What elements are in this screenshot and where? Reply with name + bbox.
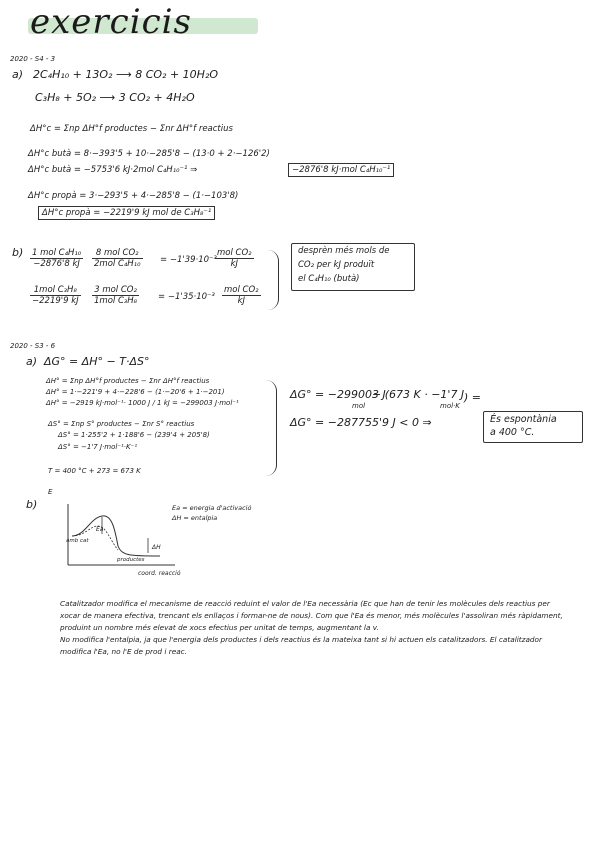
dg-ts-term: − (673 K · −1'7 J [372,388,465,401]
fraction-num: 1mol C₃H₈ [30,285,81,296]
catalyst-explanation-1: Catalitzador modifica el mecanisme de reacció reduint el valor de l'Ea necessària (Ec que han de tenir les molècules dels reactius per xocar de manera efectiva, trencant els enllaços i formar-ne de nous). Com que l'Ea és menor, més molècules l'assoliran més ràpidament, produint un nombre més elevat de xocs efectius per unitat de temps, augmentant la v. [60,599,563,632]
dg-line-2: ΔG° = −287755'9 J < 0 ⇒ [290,416,432,429]
fraction-den: kJ [230,259,238,269]
propane-co2-value: = −1'35·10⁻³ [158,292,215,302]
curve-without-catalyst [72,516,160,556]
fraction-butane-energy [30,248,83,269]
legend-dh: ΔH = entalpia [172,514,218,522]
page-title: exercicis [30,2,192,42]
butane-calculation: ΔH°c butà = 8·−393'5 + 10·−285'8 − (13·0 + 2·−126'2) [28,149,270,159]
fraction-den: 2mol C₄H₁₀ [94,259,141,269]
reaction-butane: 2C₄H₁₀ + 13O₂ ⟶ 8 CO₂ + 10H₂O [33,68,219,81]
butane-co2-unit [215,248,254,269]
graph-dh-label: ΔH [152,544,161,551]
dh-calculation: ΔH° = 1·−221'9 + 4·−228'6 − (1·−20'6 + 1·−201) [46,388,225,396]
fraction-propane-co2 [92,285,139,306]
conclusion-line-2: CO₂ per kJ produït [298,260,375,270]
ds-result: ΔS° = −1'7 J·mol⁻¹·K⁻¹ [58,443,138,451]
fraction-num: 1 mol C₄H₁₀ [32,248,82,258]
fraction-butane-co2 [92,248,143,269]
ds-formula: ΔS° = Σnp S° productes − Σnr S° reactius [48,420,195,428]
fraction-den: −2876'8 kJ [33,259,80,269]
dh-result: ΔH° = −2919 kJ·mol⁻¹· 1000 J / 1 kJ = −299003 J·mol⁻¹ [46,399,239,407]
fraction-propane-energy [30,285,81,306]
butane-result: ΔH°c butà = −5753'6 kJ·2mol C₄H₁₀⁻¹ ⇒ [28,165,198,175]
fraction-den: 1mol C₃H₈ [94,296,138,306]
temperature: T = 400 °C + 273 = 673 K [48,467,141,475]
dg-unit-mol: mol [352,402,366,410]
dg-unit-molk: mol·K [440,402,460,410]
part-a-label-1: a) [12,68,24,81]
propane-co2-unit [222,285,261,306]
enthalpy-formula: ΔH°c = Σnp ΔH°f productes − Σnr ΔH°f reactius [30,124,233,134]
gibbs-equation: ΔG° = ΔH° − T·ΔS° [44,355,150,368]
butane-final-result: −2876'8 kJ·mol C₄H₁₀⁻¹ [288,163,394,177]
ds-calculation: ΔS° = 1·255'2 + 1·188'6 − (239'4 + 205'8) [58,431,210,439]
graph-products-label: productes [117,557,145,563]
spontaneity-line-2: a 400 °C. [490,427,535,438]
exercise-ref-1: 2020 - S4 - 3 [10,55,56,63]
part-b-label-1: b) [12,246,24,259]
fraction-num: mol CO₂ [224,285,259,295]
fraction-num: 8 mol CO₂ [92,248,143,259]
part-b-label-2: b) [26,498,38,511]
dg-equals: ) = [464,391,482,404]
dg-value: ΔG° = −299003 J [290,388,386,401]
graph-amb-cat-label: amb cat [66,538,89,544]
dh-formula: ΔH° = Σnp ΔH°f productes − Σnr ΔH°f reactius [46,377,210,385]
fraction-den: −2219'9 kJ [32,296,79,306]
conclusion-line-1: desprèn més mols de [298,246,390,256]
fraction-num: mol CO₂ [217,248,252,258]
brace-part-a [266,380,277,476]
graph-y-label: E [48,488,53,496]
butane-co2-value: = −1'39·10⁻³ [160,255,217,265]
part-a-label-2: a) [26,355,38,368]
graph-x-label: coord. reacció [138,570,181,577]
reaction-propane: C₃H₈ + 5O₂ ⟶ 3 CO₂ + 4H₂O [35,91,195,104]
legend-ea: Ea = energia d'activació [172,504,252,512]
brace-part-b [268,250,279,310]
fraction-num: 3 mol CO₂ [92,285,139,296]
propane-calculation: ΔH°c propà = 3·−293'5 + 4·−285'8 − (1·−103'8) [28,191,239,201]
fraction-den: kJ [237,296,245,306]
exercise-ref-2: 2020 - S3 - 6 [10,342,56,350]
catalyst-explanation-2: No modifica l'entalpia, ja que l'energia dels productes i dels reactius és la mateixa tant si hi actuen els catalitzadors. El catalitzador modifica l'Ea, no l'E de prod i reac. [60,635,543,656]
propane-final-result: ΔH°c propà = −2219'9 kJ mol de C₃H₈⁻¹ [38,206,215,220]
conclusion-line-3: el C₄H₁₀ (butà) [298,274,360,284]
graph-ea-label: Ea [96,526,104,533]
spontaneity-line-1: És espontània [490,414,557,425]
